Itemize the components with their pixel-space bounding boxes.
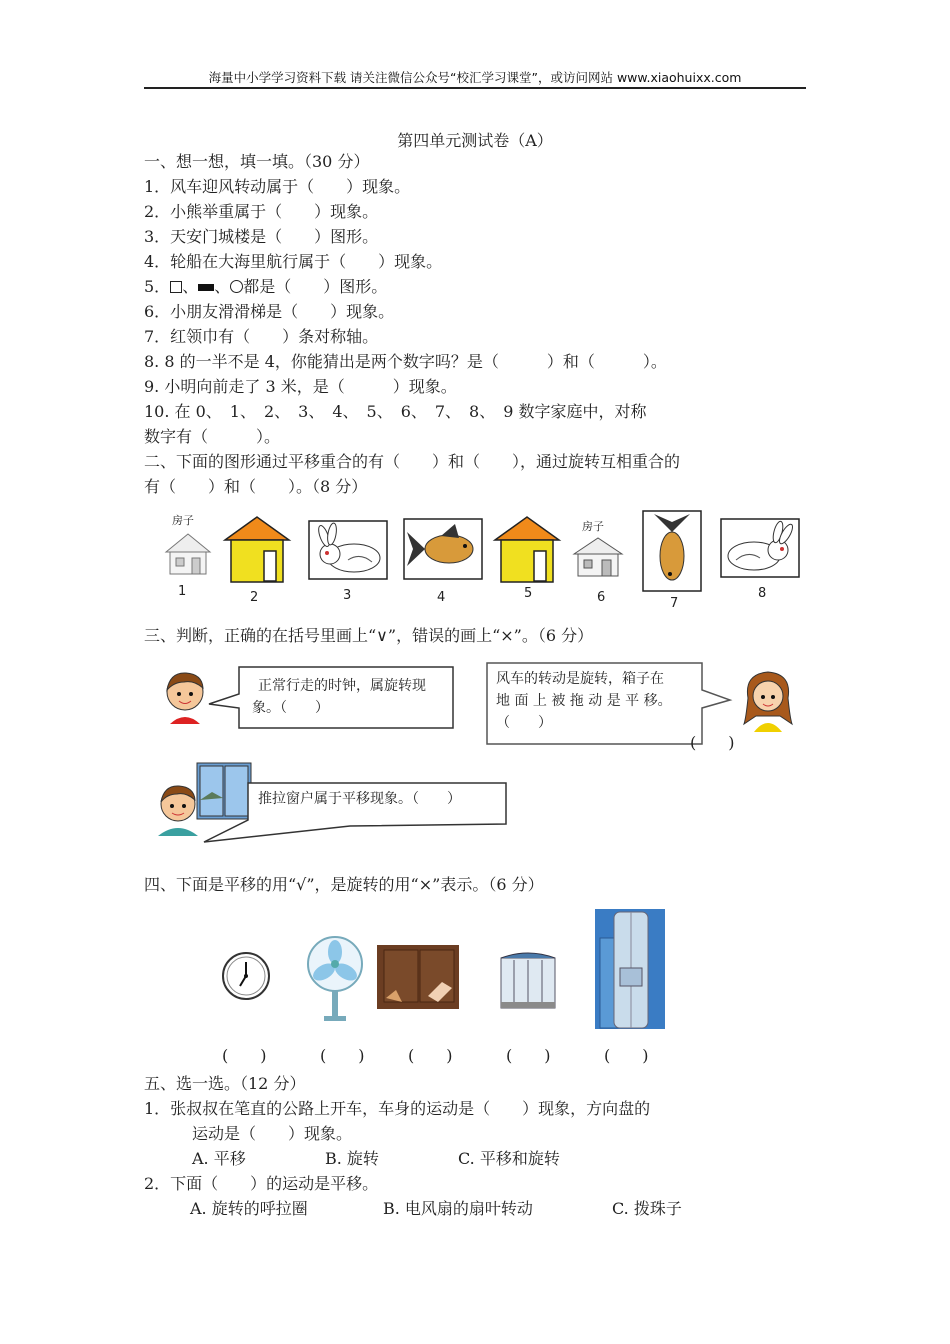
- figure-3-rabbit: [308, 520, 388, 580]
- s1-item-5: 5． 、 、 都是（ ）图形。: [144, 277, 388, 296]
- boy-avatar-1: [160, 668, 210, 728]
- s1-item-7: 7．红领巾有（ ）条对称轴。: [144, 327, 379, 346]
- figure-2-yellow-house: [222, 515, 292, 585]
- s1-item-2: 2．小熊举重属于（ ）现象。: [144, 202, 379, 221]
- boy-avatar-2: [150, 782, 206, 838]
- figure-number-3: 3: [343, 588, 352, 603]
- s4-answer-paren-2: ( ): [320, 1046, 365, 1065]
- s1-item-8: 8. 8 的一半不是 4，你能猜出是两个数字吗？是（ ）和（ ）。: [144, 352, 667, 371]
- s5-q1-option-a: A. 平移: [192, 1149, 246, 1168]
- s1-item-5-tail: 都是（ ）图形。: [243, 277, 388, 296]
- s4-answer-paren-4: ( ): [506, 1046, 551, 1065]
- bubble-1-line-2: 象。（ ）: [252, 700, 329, 716]
- circle-shape-icon: [230, 280, 243, 293]
- s1-item-9: 9. 小明向前走了 3 米，是（ ）现象。: [144, 377, 457, 396]
- figure-1-sketch-house: [162, 512, 214, 580]
- figure-4-goldfish: [403, 518, 483, 580]
- girl-avatar: [740, 668, 796, 734]
- s1-item-3: 3．天安门城楼是（ ）图形。: [144, 227, 379, 246]
- figure-7-fish-vertical: [642, 510, 702, 592]
- figure-number-2: 2: [250, 590, 259, 605]
- s1-item-5-number: 5．: [144, 277, 171, 296]
- sketch-house-icon: [162, 528, 214, 578]
- s1-item-1: 1．风车迎风转动属于（ ）现象。: [144, 177, 411, 196]
- bubble-2-line-2: 地 面 上 被 拖 动 是 平 移。: [496, 693, 672, 709]
- wall-clock-picture: [220, 950, 272, 1002]
- bubble-1-text: [252, 675, 426, 719]
- filled-rect-shape-icon: [198, 284, 214, 291]
- header-rule: [144, 87, 806, 89]
- figure-number-8: 8: [758, 586, 767, 601]
- figure-number-7: 7: [670, 596, 679, 611]
- bubble-2-line-1: 风车的转动是旋转，箱子在: [496, 671, 664, 687]
- figure-8-rabbit: [720, 518, 800, 578]
- sketch-house-icon: [570, 534, 626, 580]
- section4-heading: 四、下面是平移的用“√”，是旋转的用“×”表示。（6 分）: [144, 875, 544, 894]
- page-header: 海量中小学学习资料下载 请关注微信公众号“校汇学习课堂”，或访问网站 www.xiaohuixx.com: [208, 70, 742, 85]
- s5-q2-option-b: B. 电风扇的扇叶转动: [383, 1199, 533, 1218]
- bubble-3-text: 推拉窗户属于平移现象。（ ）: [258, 791, 461, 807]
- glass-elevator-picture: [594, 908, 666, 1030]
- s5-q1-option-c: C. 平移和旋转: [458, 1149, 560, 1168]
- figure-number-1: 1: [178, 584, 187, 599]
- s5-q2: 2．下面（ ）的运动是平移。: [144, 1174, 379, 1193]
- s5-q1-option-b: B. 旋转: [325, 1149, 379, 1168]
- page-title: 第四单元测试卷（A）: [397, 131, 553, 150]
- figure-5-yellow-house: [492, 515, 562, 585]
- bubble-2-answer-paren: ( ): [690, 733, 735, 752]
- s5-q2-option-a: A. 旋转的呼拉圈: [190, 1199, 308, 1218]
- s5-q2-option-c: C. 拨珠子: [612, 1199, 682, 1218]
- drawer-picture: [376, 944, 460, 1010]
- s5-q1-line-1: 1．张叔叔在笔直的公路上开车，车身的运动是（ ）现象，方向盘的: [144, 1099, 651, 1118]
- s4-answer-paren-3: ( ): [408, 1046, 453, 1065]
- figure-number-4: 4: [437, 590, 446, 605]
- house-label-6: 房子: [582, 520, 604, 533]
- s1-item-10: 10. 在 0、 1、 2、 3、 4、 5、 6、 7、 8、 9 数字家庭中，对称: [144, 402, 647, 421]
- s1-item-4: 4．轮船在大海里航行属于（ ）现象。: [144, 252, 443, 271]
- section1-heading: 一、想一想，填一填。（30 分）: [144, 152, 370, 171]
- electric-fan-picture: [304, 934, 366, 1024]
- section2-heading-2: 有（ ）和（ ）。（8 分）: [144, 477, 368, 496]
- revolving-door-picture: [500, 950, 556, 1010]
- figure-number-5: 5: [524, 586, 533, 601]
- s1-item-6: 6．小朋友滑滑梯是（ ）现象。: [144, 302, 395, 321]
- section5-heading: 五、选一选。（12 分）: [144, 1074, 306, 1093]
- section3-heading: 三、判断，正确的在括号里画上“∨”，错误的画上“×”。（6 分）: [144, 626, 594, 645]
- figure-6-sketch-house: [570, 518, 626, 582]
- s4-answer-paren-1: ( ): [222, 1046, 267, 1065]
- house-label-1: 房子: [172, 514, 194, 527]
- section2-heading-1: 二、下面的图形通过平移重合的有（ ）和（ ），通过旋转互相重合的: [144, 452, 681, 471]
- s4-answer-paren-5: ( ): [604, 1046, 649, 1065]
- bubble-1-line-1: 正常行走的时钟，属旋转现: [258, 678, 426, 694]
- s1-item-10-cont: 数字有（ ）。: [144, 427, 281, 446]
- bubble-2-text: [496, 668, 672, 734]
- bubble-2-line-3: （ ）: [496, 715, 552, 731]
- square-shape-icon: [170, 281, 182, 293]
- figure-number-6: 6: [597, 590, 606, 605]
- s5-q1-line-2: 运动是（ ）现象。: [192, 1124, 353, 1143]
